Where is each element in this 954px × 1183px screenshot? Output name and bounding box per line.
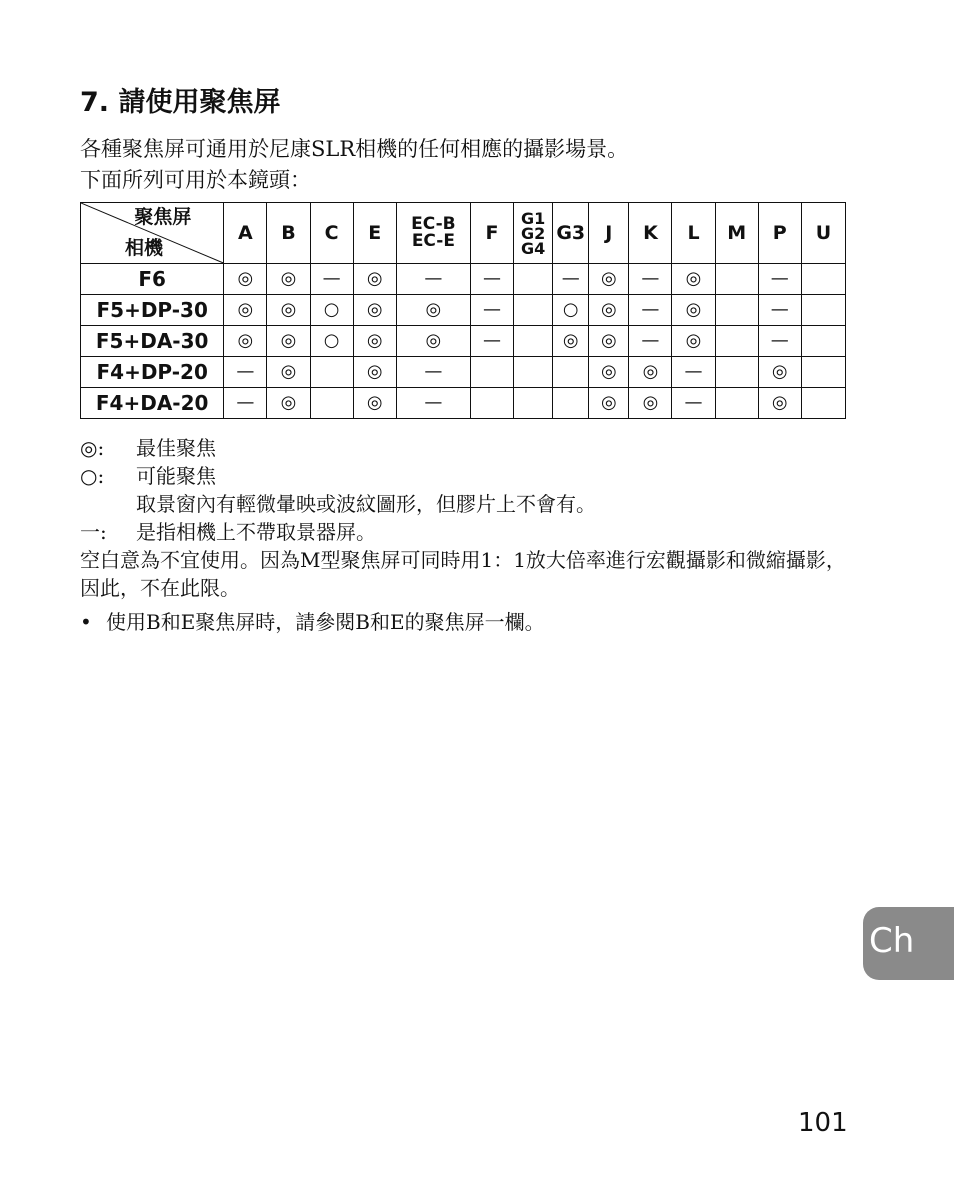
bullet-item [80,608,860,636]
camera-name: F6 [81,264,224,295]
header-c: C [310,203,353,264]
table-cell [715,295,758,326]
table-cell [715,357,758,388]
corner-label-screen: 聚焦屏 [134,206,192,228]
table-cell: — [310,264,353,295]
table-cell: ◎ [353,264,396,295]
header-g1: G1 [521,208,546,228]
page-number: 101 [798,1108,848,1138]
blank-note: 空白意為不宜使用。因為M型聚焦屏可同時用1：1放大倍率進行宏觀攝影和微縮攝影，因此，不在此限。 [80,548,846,600]
double-circle-icon: ◎: [80,436,105,460]
table-cell: ○ [553,295,589,326]
legend-possible [80,462,860,490]
table-row [81,264,846,295]
chapter-tab [863,907,954,980]
header-g3: G3 [553,203,589,264]
table-cell: — [224,388,267,419]
table-cell [801,326,845,357]
table-cell [514,264,553,295]
header-u: U [801,203,845,264]
table-cell: ◎ [224,264,267,295]
table-cell: ◎ [396,295,470,326]
header-g4: G4 [521,238,546,258]
table-cell [715,326,758,357]
table-row [81,357,846,388]
table-cell [801,388,845,419]
table-cell: ◎ [758,388,801,419]
table-cell: — [629,264,672,295]
header-ec [396,203,470,264]
legend-possible-note: 取景窗內有輕微暈映或波紋圖形，但膠片上不會有。 [136,492,596,516]
table-cell: ◎ [267,326,310,357]
table-cell: ◎ [353,326,396,357]
table-cell [310,388,353,419]
header-b: B [267,203,310,264]
table-cell: ◎ [353,295,396,326]
table-cell: — [629,295,672,326]
table-cell [801,264,845,295]
table-row [81,326,846,357]
camera-name: F4+DA-20 [81,388,224,419]
table-cell: ◎ [396,326,470,357]
table-header-row [81,203,846,264]
table-cell: — [758,326,801,357]
table-cell: ◎ [267,264,310,295]
table-cell [514,357,553,388]
table-cell: ◎ [629,388,672,419]
header-p: P [758,203,801,264]
section-heading: 7. 請使用聚焦屏 [80,87,281,118]
table-cell: — [396,388,470,419]
table-cell: — [470,295,513,326]
table-row [81,295,846,326]
camera-name: F5+DP-30 [81,295,224,326]
table-cell: — [396,264,470,295]
header-l: L [672,203,715,264]
table-cell [801,357,845,388]
table-cell: — [553,264,589,295]
table-cell [514,326,553,357]
legend-possible-text: 可能聚焦 [136,464,216,488]
table-cell: — [629,326,672,357]
table-cell: — [758,264,801,295]
header-g [514,203,553,264]
table-cell: ◎ [589,295,629,326]
table-cell [310,357,353,388]
table-row [81,388,846,419]
table-cell [470,388,513,419]
table-cell [514,295,553,326]
table-cell: ◎ [224,326,267,357]
table-cell: ◎ [672,264,715,295]
table-cell: ◎ [589,264,629,295]
table-cell: — [672,388,715,419]
table-cell: ◎ [267,295,310,326]
compatibility-table [80,202,846,419]
table-cell: — [224,357,267,388]
corner-label-camera: 相機 [125,237,164,259]
table-cell: — [470,326,513,357]
intro-line-1: 各種聚焦屏可通用於尼康SLR相機的任何相應的攝影場景。 [80,137,629,161]
table-cell: ◎ [353,357,396,388]
header-k: K [629,203,672,264]
intro-line-2: 下面所列可用於本鏡頭： [80,168,311,192]
table-cell: ◎ [589,326,629,357]
table-cell [553,357,589,388]
intro-text [80,134,860,196]
table-cell: ○ [310,326,353,357]
table-cell: ◎ [589,357,629,388]
dash-icon: 一: [80,520,107,544]
header-a: A [224,203,267,264]
header-e: E [353,203,396,264]
table-cell: ◎ [672,326,715,357]
header-g2: G2 [521,223,546,243]
table-cell: ◎ [224,295,267,326]
camera-name: F5+DA-30 [81,326,224,357]
table-cell: ◎ [629,357,672,388]
legend-dash-text: 是指相機上不帶取景器屏。 [136,520,376,544]
table-cell: ○ [310,295,353,326]
table-cell: ◎ [353,388,396,419]
table-cell: ◎ [672,295,715,326]
table-cell: ◎ [758,357,801,388]
legend-dash [80,518,860,546]
table-cell [715,264,758,295]
corner-header [81,203,224,264]
legend-best-text: 最佳聚焦 [136,436,216,460]
header-j: J [589,203,629,264]
table-cell [470,357,513,388]
table-cell [553,388,589,419]
table-cell: ◎ [553,326,589,357]
circle-icon: ○: [80,464,105,488]
table-cell: ◎ [267,388,310,419]
bullet-icon: • [80,610,92,634]
header-m: M [715,203,758,264]
legend [80,434,860,636]
table-cell: — [758,295,801,326]
header-f: F [470,203,513,264]
legend-best [80,434,860,462]
table-cell: — [672,357,715,388]
table-cell [514,388,553,419]
chapter-tab-label: Ch [869,921,915,961]
table-cell: — [396,357,470,388]
table-cell: ◎ [589,388,629,419]
header-ec-e: EC-E [411,231,455,251]
table-cell: — [470,264,513,295]
table-cell [801,295,845,326]
header-ec-b: EC-B [411,214,456,234]
bullet-text: 使用B和E聚焦屏時，請參閱B和E的聚焦屏一欄。 [106,610,545,634]
camera-name: F4+DP-20 [81,357,224,388]
table-cell: ◎ [267,357,310,388]
table-cell [715,388,758,419]
